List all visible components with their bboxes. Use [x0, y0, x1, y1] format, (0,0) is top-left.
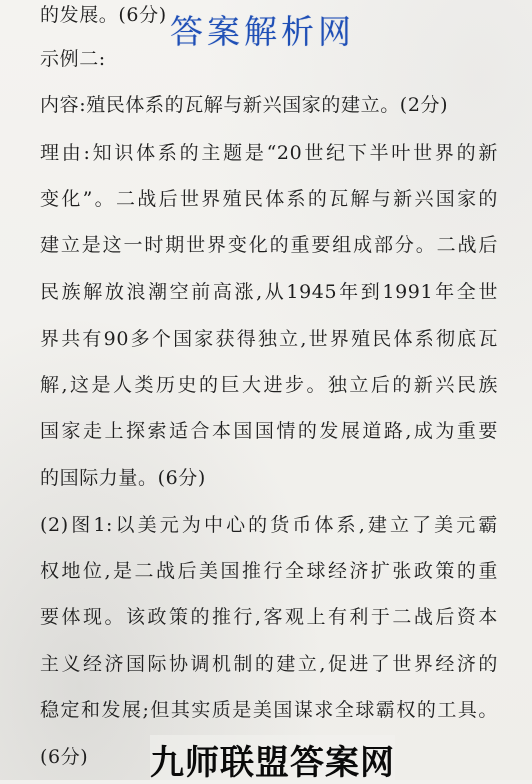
text-line-17: (6分)	[40, 746, 89, 768]
text-line-6: 建立是这一时期世界变化的重要组成部分。二战后	[40, 234, 498, 256]
watermark-bottom: 九师联盟答案网	[150, 735, 395, 784]
text-line-15: 主义经济国际协调机制的建立,促进了世界经济的	[40, 653, 498, 675]
text-line-9: 解,这是人类历史的巨大进步。独立后的新兴民族	[40, 374, 498, 396]
text-line-1: 的发展。(6分)	[40, 4, 167, 26]
text-line-8: 界共有90多个国家获得独立,世界殖民体系彻底瓦	[40, 328, 498, 350]
watermark-top: 答案解析网	[170, 12, 355, 51]
text-line-13: 权地位,是二战后美国推行全球经济扩张政策的重	[40, 560, 498, 582]
text-line-16: 稳定和发展;但其实质是美国谋求全球霸权的工具。	[40, 699, 498, 721]
text-line-12: (2)图1:以美元为中心的货币体系,建立了美元霸	[40, 514, 498, 536]
text-line-14: 要体现。该政策的推行,客观上有利于二战后资本	[40, 606, 498, 628]
text-line-10: 国家走上探索适合本国国情的发展道路,成为重要	[40, 420, 498, 442]
text-line-11: 的国际力量。(6分)	[40, 467, 206, 489]
text-line-7: 民族解放浪潮空前高涨,从1945年到1991年全世	[40, 281, 498, 303]
text-line-2: 示例二:	[40, 48, 106, 70]
text-line-4: 理由:知识体系的主题是“20世纪下半叶世界的新	[40, 142, 498, 164]
text-line-3: 内容:殖民体系的瓦解与新兴国家的建立。(2分)	[40, 94, 449, 116]
text-line-5: 变化”。二战后世界殖民体系的瓦解与新兴国家的	[40, 188, 498, 210]
